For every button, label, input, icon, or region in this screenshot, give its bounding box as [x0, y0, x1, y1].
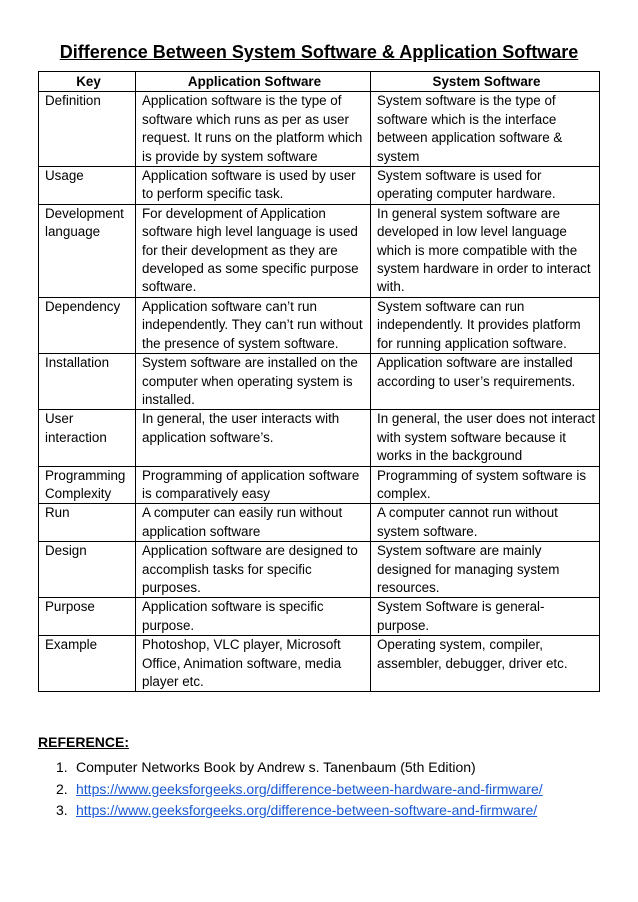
row-key: Dependency [39, 297, 136, 353]
row-system-cell: System software is the type of software which is the interface between application software & system [371, 92, 600, 167]
header-key: Key [39, 72, 136, 92]
row-application-cell: In general, the user interacts with application software’s. [136, 410, 371, 466]
row-application-cell: A computer can easily run without application software [136, 504, 371, 542]
row-application-cell: Photoshop, VLC player, Microsoft Office, Animation software, media player etc. [136, 636, 371, 692]
row-application-cell: Application software are designed to accomplish tasks for specific purposes. [136, 542, 371, 598]
row-key: Example [39, 636, 136, 692]
row-key: Design [39, 542, 136, 598]
row-system-cell: Application software are installed according to user’s requirements. [371, 354, 600, 410]
table-row [39, 598, 600, 636]
reference-heading: REFERENCE: [38, 734, 130, 750]
reference-number: 3. [56, 802, 68, 818]
row-system-cell: System software are mainly designed for managing system resources. [371, 542, 600, 598]
row-key: Usage [39, 167, 136, 205]
reference-number: 1. [56, 759, 68, 775]
table-row [39, 354, 600, 410]
row-system-cell: Programming of system software is complex. [371, 466, 600, 504]
table-header-row [39, 72, 600, 92]
row-key: User interaction [39, 410, 136, 466]
row-application-cell: Application software is the type of software which runs as per as user request. It runs on the platform which is provide by system software [136, 92, 371, 167]
table-row [39, 466, 600, 504]
reference-list [38, 757, 543, 822]
reference-link[interactable]: https://www.geeksforgeeks.org/difference-between-hardware-and-firmware/ [76, 780, 543, 797]
row-system-cell: Operating system, compiler, assembler, debugger, driver etc. [371, 636, 600, 692]
reference-link[interactable]: https://www.geeksforgeeks.org/difference-between-software-and-firmware/ [76, 802, 538, 818]
row-system-cell: System Software is general-purpose. [371, 598, 600, 636]
table-row [39, 297, 600, 353]
row-key: Development language [39, 204, 136, 297]
reference-item [38, 800, 543, 822]
page-title: Difference Between System Software & Application Software [59, 42, 579, 62]
table-row [39, 636, 600, 692]
table-row [39, 92, 600, 167]
table-row [39, 410, 600, 466]
row-application-cell: Application software is used by user to perform specific task. [136, 167, 371, 205]
reference-item [38, 779, 543, 801]
row-system-cell: System software can run independently. It provides platform for running application software. [371, 297, 600, 353]
row-application-cell: For development of Application software high level language is used for their development as they are developed as some specific purpose software. [136, 204, 371, 297]
row-system-cell: In general, the user does not interact with system software because it works in the background [371, 410, 600, 466]
row-key: Definition [39, 92, 136, 167]
row-application-cell: Programming of application software is comparatively easy [136, 466, 371, 504]
row-key: Installation [39, 354, 136, 410]
table-row [39, 542, 600, 598]
header-system-software: System Software [371, 72, 600, 92]
reference-text: Computer Networks Book by Andrew s. Tanenbaum (5th Edition) [76, 759, 476, 775]
row-application-cell: Application software can’t run independently. They can’t run without the presence of system software. [136, 297, 371, 353]
reference-item [38, 757, 543, 779]
row-key: Programming Complexity [39, 466, 136, 504]
row-system-cell: A computer cannot run without system software. [371, 504, 600, 542]
row-key: Purpose [39, 598, 136, 636]
table-row [39, 167, 600, 205]
comparison-table [38, 71, 600, 692]
row-system-cell: System software is used for operating computer hardware. [371, 167, 600, 205]
row-system-cell: In general system software are developed in low level language which is more compatible with the system hardware in order to interact with. [371, 204, 600, 297]
table-row [39, 204, 600, 297]
row-key: Run [39, 504, 136, 542]
header-application-software: Application Software [136, 72, 371, 92]
table-row [39, 504, 600, 542]
row-application-cell: System software are installed on the computer when operating system is installed. [136, 354, 371, 410]
row-application-cell: Application software is specific purpose. [136, 598, 371, 636]
reference-number: 2. [56, 780, 68, 797]
